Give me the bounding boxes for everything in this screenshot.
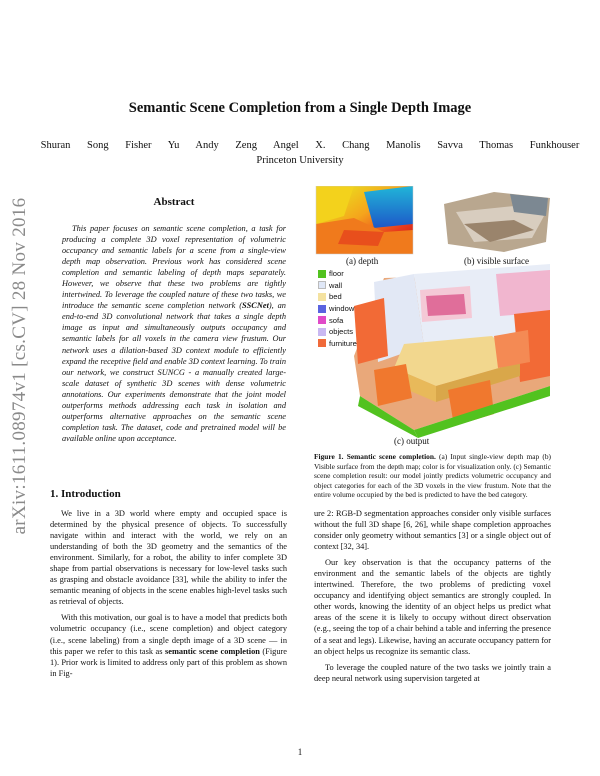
- abstract-heading: Abstract: [153, 196, 195, 208]
- legend-item-bed: bed: [318, 291, 357, 303]
- legend-swatch: [318, 281, 326, 289]
- intro-paragraph-2: With this motivation, our goal is to have a model that predicts both volumetric occupancy (i.e., scene completion) and object category (i.e., scene labeling) from a single depth image of a 3D scene — in this paper we refer to this task as semantic scene completion (Figure 1). Prior work is limited to address only part of this problem as shown in Fig-: [50, 613, 287, 678]
- right-column-body: [314, 508, 551, 689]
- intro-paragraph-1: We live in a 3D world where empty and occupied space is determined by the physical presence of objects. To successfully navigate within and interact with the world, we rely on an understanding of both the 3D geometry and the semantics of the environment. Similarly, for a robot, the ability to infer complete 3D shape from partial observations is necessary for low-level tasks such as grasping and obstacle avoidance [33], while the ability to infer the semantic meaning of objects in the scene enables high-level tasks such as retrieval of objects.: [50, 509, 287, 607]
- page-number: 1: [297, 747, 303, 757]
- legend-swatch: [318, 270, 326, 278]
- intro-paragraph-5: To leverage the coupled nature of the two tasks we jointly train a deep neural network using supervision targeted at: [314, 662, 551, 683]
- legend-swatch: [318, 305, 326, 313]
- legend-swatch: [318, 293, 326, 301]
- figure-label-c: (c) output: [394, 436, 430, 446]
- affiliation: Princeton University: [256, 155, 344, 166]
- abstract-bold-term: SSCNet: [242, 301, 269, 311]
- left-column-body: [50, 508, 287, 684]
- legend-item-floor: floor: [318, 268, 357, 280]
- legend-item-sofa: sofa: [318, 314, 357, 326]
- intro-paragraph-4: Our key observation is that the occupancy patterns of the environment and the semantic labels of the objects are tightly intertwined. Therefore, the two problems of predicting voxel occupancy and identifying object semantics are strongly coupled. In other words, knowing the identity of an object helps us predict what areas of the scene it is likely to occupy without direct observation (e.g., seeing the top of a chair behind a table and inferring the presence of a seat and legs). Likewise, having an accurate occupancy pattern for an object helps us recognize its semantic class.: [314, 558, 551, 656]
- section-heading-introduction: 1. Introduction: [50, 488, 121, 500]
- arxiv-stamp: arXiv:1611.08974v1 [cs.CV] 28 Nov 2016: [9, 197, 30, 535]
- abstract-body: This paper focuses on semantic scene completion, a task for producing a complete 3D voxel representation of volumetric occupancy and semantic labels for a scene from a single-view depth map observation. Previous work has considered scene completion and semantic labeling of depth maps separately. However, we observe that these two problems are tightly intertwined. To leverage the coupled nature of these two tasks, we introduce the semantic scene completion network (SSCNet), an end-to-end 3D convolutional network that takes a single depth image as input and simultaneously outputs occupancy and semantic labels for all voxels in the camera view frustum. Our network uses a dilation-based 3D context module to efficiently expand the receptive field and enable 3D context learning. To train our network, we construct SUNCG - a manually created large-scale dataset of synthetic 3D scenes with dense volumetric annotations. Our experiments demonstrate that the joint model outperforms methods addressing each task in isolation and outperforms alternative approaches on the semantic scene completion task. The dataset, code and pretrained model will be available online upon acceptance.: [62, 224, 286, 443]
- paper-title: Semantic Scene Completion from a Single Depth Image: [128, 100, 472, 116]
- intro-paragraph-3: ure 2: RGB-D segmentation approaches consider only visible surfaces without the full 3D shape [6, 26], while shape completion approaches consider only geometry without semantics [3] or a single object out of context [32, 34].: [314, 509, 551, 552]
- legend-item-objects: objects: [318, 326, 357, 338]
- voxel-output-image: [354, 264, 550, 438]
- figure-legend: [318, 268, 357, 349]
- figure-1-caption: Figure 1. Semantic scene completion. (a) Input single-view depth map (b) Visible surface from the depth map; color is for visualization only. (c) Semantic scene completion result: our model jointly predicts volumetric occupancy and object categories for each of the 3D voxels in the view frustum. Note that the entire volume occupied by the bed is predicted to have the bed category.: [314, 452, 552, 500]
- legend-item-wall: wall: [318, 280, 357, 292]
- legend-swatch: [318, 328, 326, 336]
- legend-swatch: [318, 339, 326, 347]
- author-list: Shuran Song Fisher Yu Andy Zeng Angel X. Chang Manolis Savva Thomas Funkhouser: [40, 140, 580, 151]
- visible-surface-image: [441, 186, 551, 254]
- figure-label-a: (a) depth: [346, 256, 379, 266]
- figure-label-b: (b) visible surface: [464, 256, 529, 266]
- legend-item-furniture: furniture: [318, 338, 357, 350]
- legend-swatch: [318, 316, 326, 324]
- depth-map-image: [316, 186, 413, 254]
- legend-item-window: window: [318, 303, 357, 315]
